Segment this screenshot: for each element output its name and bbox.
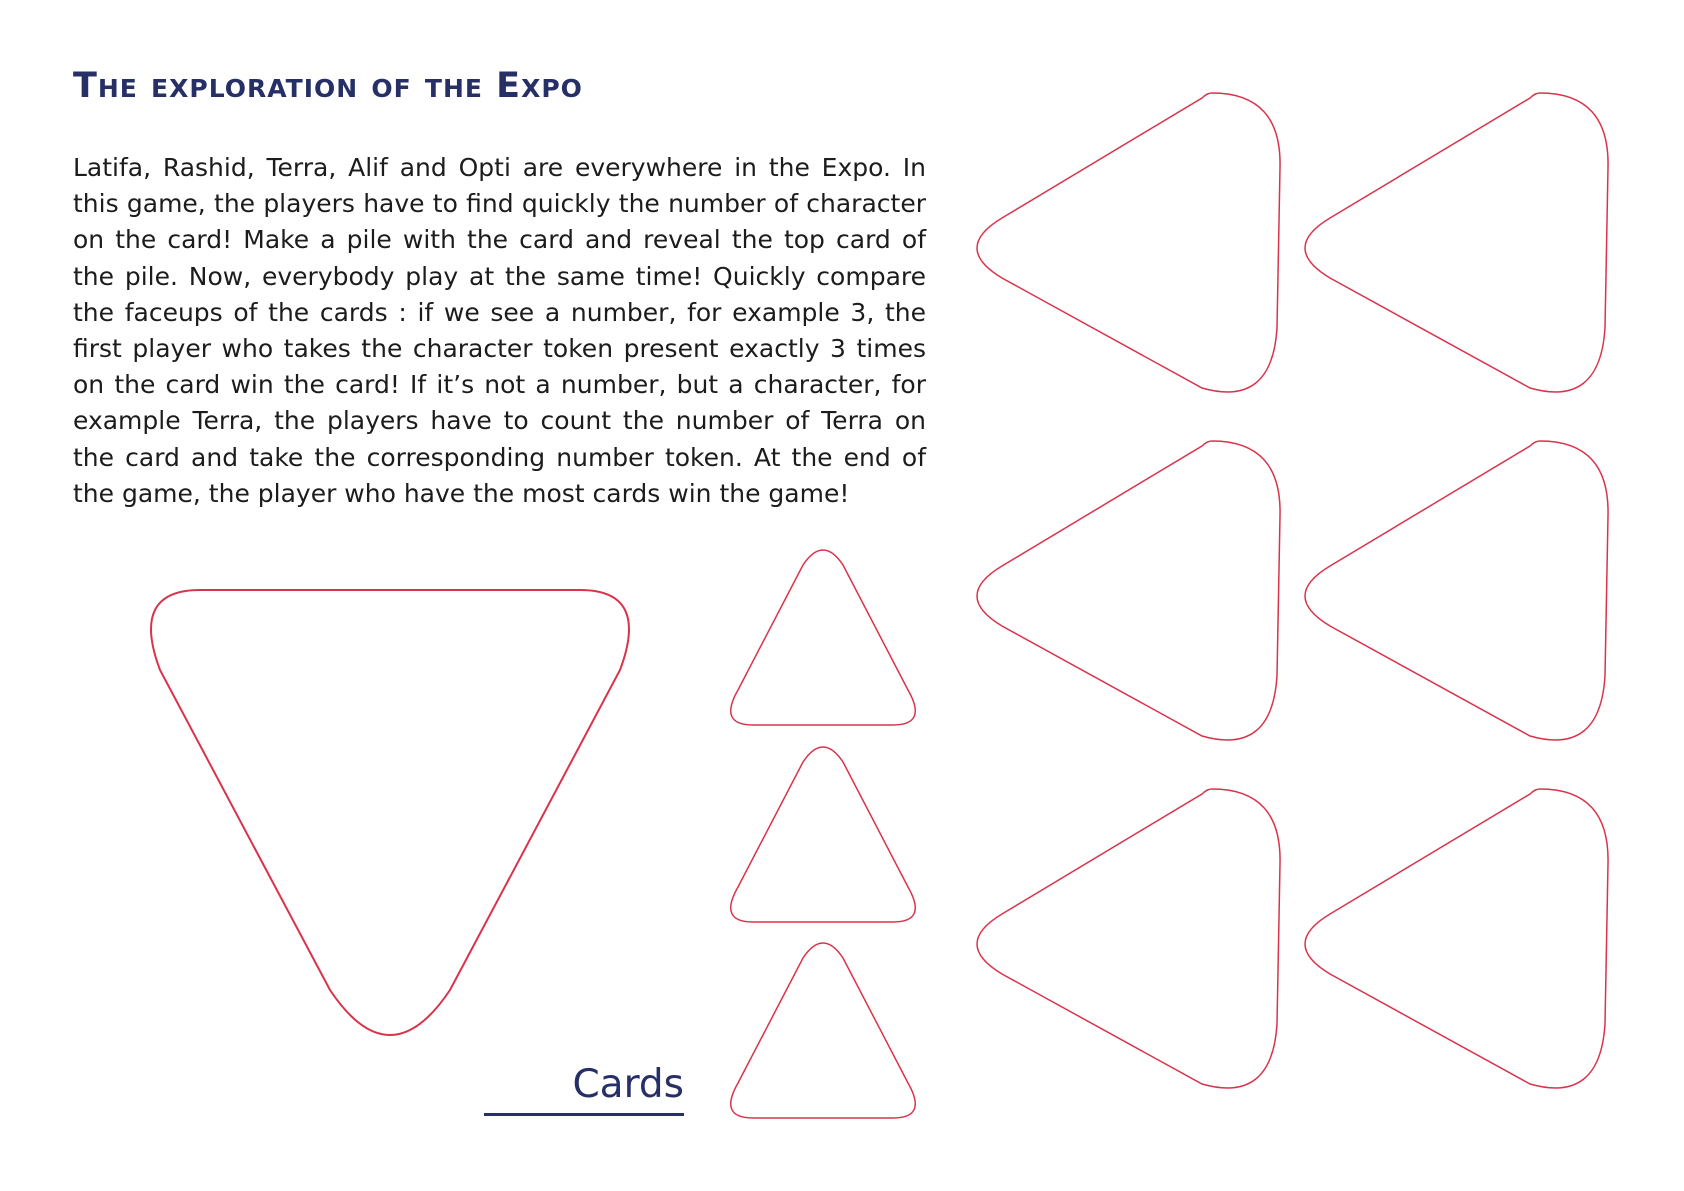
cutout-card-5 bbox=[972, 784, 1282, 1114]
cutout-card-2 bbox=[1300, 88, 1610, 418]
page-title: The exploration of the Expo bbox=[73, 66, 583, 106]
cutout-card-4 bbox=[1300, 436, 1610, 766]
token-card-terra bbox=[723, 545, 923, 730]
caption-underline bbox=[484, 1113, 684, 1116]
token-card-rashid bbox=[723, 938, 923, 1123]
example-card-large bbox=[130, 580, 650, 1050]
cutout-card-6 bbox=[1300, 784, 1610, 1114]
game-rules-text: Latifa, Rashid, Terra, Alif and Opti are everywhere in the Expo. In this game, the players have to find quickly the number of character on the card! Make a pile with the card and reveal the top card of the pile. Now, everybody play at the same time! Quickly compare the faceups of the cards : if we see a number, for example 3, the first player who takes the character token present exactly 3 times on the card win the card! If it’s not a number, but a character, for example Terra, the players have to count the number of Terra on the card and take the corresponding number token. At the end of the game, the player who have the most cards win the game! bbox=[73, 153, 926, 508]
cutout-card-1 bbox=[972, 88, 1282, 418]
token-card-opti bbox=[723, 742, 923, 927]
cutout-card-3 bbox=[972, 436, 1282, 766]
cards-caption: Cards bbox=[572, 1062, 684, 1107]
